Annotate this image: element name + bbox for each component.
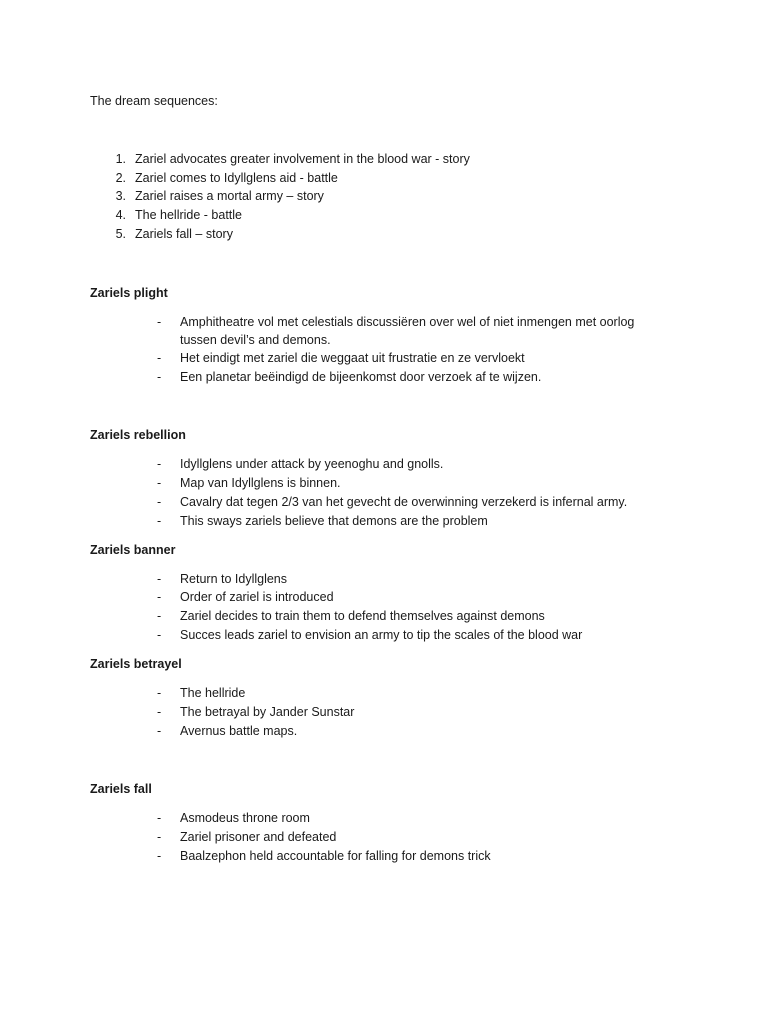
section-heading: Zariels fall [90, 782, 152, 796]
bullet-item: Order of zariel is introduced [180, 590, 334, 604]
list-item: Zariels fall – story [135, 227, 233, 241]
bullet-dash: - [157, 572, 162, 586]
bullet-dash: - [157, 686, 162, 700]
bullet-item: Cavalry dat tegen 2/3 van het gevecht de overwinning verzekerd is infernal army. [180, 495, 628, 509]
bullet-item: Een planetar beëindigd de bijeenkomst door verzoek af te wijzen. [180, 370, 542, 384]
bullet-dash: - [157, 811, 162, 825]
section-heading: Zariels plight [90, 286, 168, 300]
list-item: Zariel raises a mortal army – story [135, 189, 324, 203]
section-heading: Zariels rebellion [90, 428, 186, 442]
bullet-dash: - [157, 370, 162, 384]
bullet-item: The betrayal by Jander Sunstar [180, 705, 355, 719]
list-number: 5. [115, 227, 126, 241]
bullet-dash: - [157, 590, 162, 604]
bullet-dash: - [157, 457, 162, 471]
bullet-dash: - [157, 628, 162, 642]
list-number: 3. [115, 189, 126, 203]
bullet-dash: - [157, 495, 162, 509]
bullet-dash: - [157, 724, 162, 738]
bullet-item: Avernus battle maps. [180, 724, 298, 738]
bullet-dash: - [157, 476, 162, 490]
section-heading: Zariels banner [90, 543, 176, 557]
bullet-item: Succes leads zariel to envision an army to tip the scales of the blood war [180, 628, 583, 642]
list-number: 4. [115, 208, 126, 222]
bullet-item-continuation: tussen devil’s and demons. [180, 333, 331, 347]
bullet-dash: - [157, 705, 162, 719]
bullet-item: Het eindigt met zariel die weggaat uit frustratie en ze vervloekt [180, 351, 525, 365]
bullet-dash: - [157, 609, 162, 623]
bullet-item: Zariel decides to train them to defend themselves against demons [180, 609, 545, 623]
section-heading: Zariels betrayel [90, 657, 182, 671]
bullet-item: Zariel prisoner and defeated [180, 830, 337, 844]
bullet-dash: - [157, 514, 162, 528]
list-number: 1. [115, 152, 126, 166]
bullet-item: Baalzephon held accountable for falling for demons trick [180, 849, 491, 863]
list-item: The hellride - battle [135, 208, 243, 222]
bullet-item: This sways zariels believe that demons are the problem [180, 514, 488, 528]
bullet-dash: - [157, 849, 162, 863]
intro-text: The dream sequences: [90, 94, 218, 108]
bullet-dash: - [157, 830, 162, 844]
bullet-item: Asmodeus throne room [180, 811, 310, 825]
list-number: 2. [115, 171, 126, 185]
list-item: Zariel advocates greater involvement in the blood war - story [135, 152, 470, 166]
bullet-dash: - [157, 351, 162, 365]
bullet-item: Return to Idyllglens [180, 572, 288, 586]
bullet-item: The hellride [180, 686, 246, 700]
bullet-item: Amphitheatre vol met celestials discussiëren over wel of niet inmengen met oorlog [180, 315, 635, 329]
bullet-item: Map van Idyllglens is binnen. [180, 476, 341, 490]
list-item: Zariel comes to Idyllglens aid - battle [135, 171, 338, 185]
bullet-dash: - [157, 315, 162, 329]
bullet-item: Idyllglens under attack by yeenoghu and gnolls. [180, 457, 444, 471]
